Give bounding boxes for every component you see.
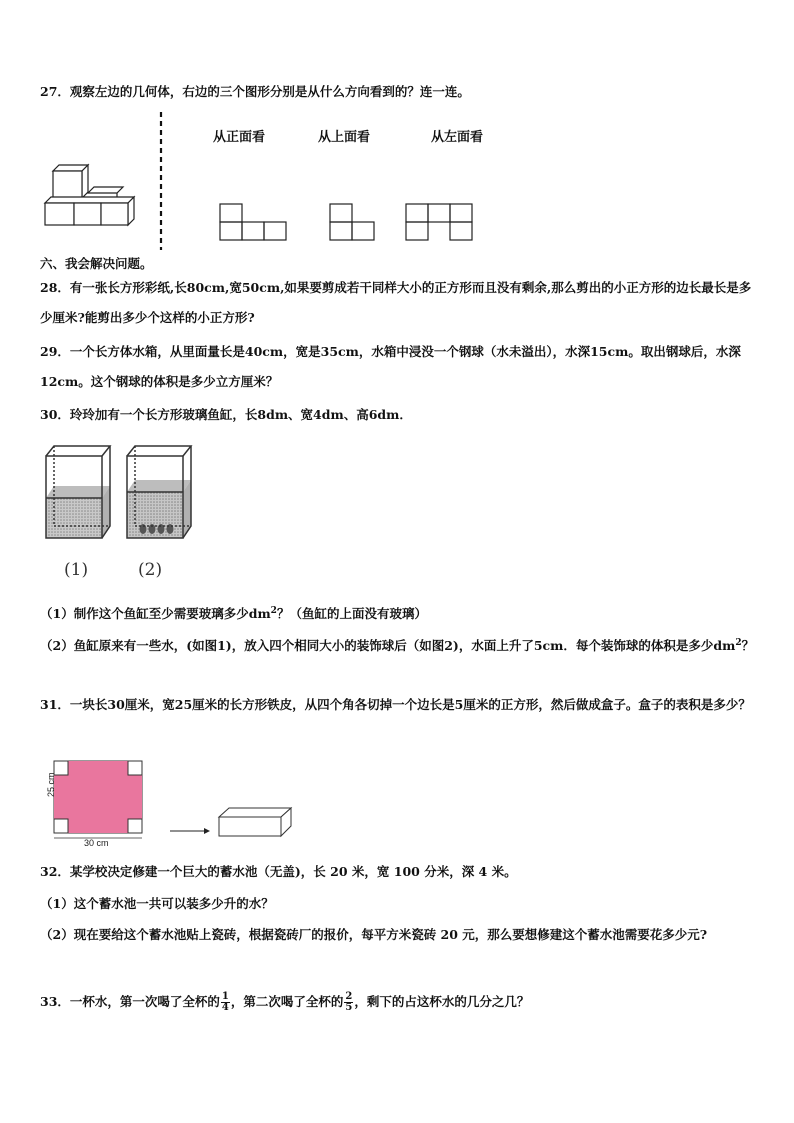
view-label-top: 从上面看 [318, 130, 371, 145]
question-28: 28．有一张长方形彩纸,长80cm,宽50cm,如果要剪成若干同样大小的正方形而且没有剩余,那么剪出的小正方形的边长最长是多少厘米?能剪出多少个这样的小正方形? [40, 280, 752, 325]
width-dimension-label: 30 cm [84, 838, 109, 848]
fraction-one-quarter: $\frac{1}{4}$ [221, 991, 229, 1013]
iron-sheet-figure [40, 757, 150, 849]
fish-tank-label-2: (2) [138, 560, 163, 580]
fraction-two-fifths: $\frac{2}{5}$ [345, 991, 353, 1013]
height-dimension-label: 25 cm [46, 772, 56, 797]
question-32-part-1: （1）这个蓄水池一共可以装多少升的水？ [40, 896, 274, 911]
view-shape-a [219, 203, 289, 243]
fish-tank-figure-1 [42, 444, 114, 540]
question-29: 29．一个长方体水箱，从里面量长是40cm，宽是35cm，水箱中浸没一个钢球（水未溢出），水深15cm。取出钢球后，水深12cm。这个钢球的体积是多少立方厘米？ [40, 344, 741, 389]
question-27: 27．观察左边的几何体，右边的三个图形分别是从什么方向看到的？连一连。 [40, 84, 470, 99]
fish-tank-label-1: (1) [64, 560, 89, 580]
question-32-part-2: （2）现在要给这个蓄水池贴上瓷砖，根据瓷砖厂的报价，每平方米瓷砖 20 元，那么要想修建这个蓄水池需要花多少元? [40, 927, 708, 942]
question-31: 31．一块长30厘米，宽25厘米的长方形铁皮，从四个角各切掉一个边长是5厘米的正方形，然后做成盒子。盒子的表积是多少？ [40, 697, 751, 712]
view-shape-b [329, 203, 379, 243]
question-32: 32．某学校决定修建一个巨大的蓄水池（无盖)，长 20 米，宽 100 分米，深 4 米。 [40, 864, 517, 879]
arrow-icon [170, 826, 210, 836]
dashed-divider [159, 112, 165, 252]
cube-solid-figure [40, 165, 150, 230]
question-30-part-1: （1）制作这个鱼缸至少需要玻璃多少$dm^2$？（鱼缸的上面没有玻璃） [40, 606, 427, 622]
question-30: 30．玲玲加有一个长方形玻璃鱼缸，长8dm、宽4dm、高6dm． [40, 407, 412, 422]
view-shape-c [405, 203, 477, 243]
question-30-part-2: （2）鱼缸原来有一些水，(如图1)，放入四个相同大小的装饰球后（如图2)，水面上升了5cm．每个装饰球的体积是多少$dm^2$？ [40, 638, 755, 654]
view-label-front: 从正面看 [213, 130, 266, 145]
question-33: 33．一杯水，第一次喝了全杯的 $\frac{1}{4}$ ，第二次喝了全杯的 $\frac{2}{5}$ ，剩下的占这杯水的几分之几？ [40, 991, 530, 1013]
fish-tank-figure-2 [123, 444, 195, 540]
section-heading: 六、我会解决问题。 [40, 256, 153, 271]
view-label-left: 从左面看 [431, 130, 484, 145]
box-figure [218, 806, 294, 838]
